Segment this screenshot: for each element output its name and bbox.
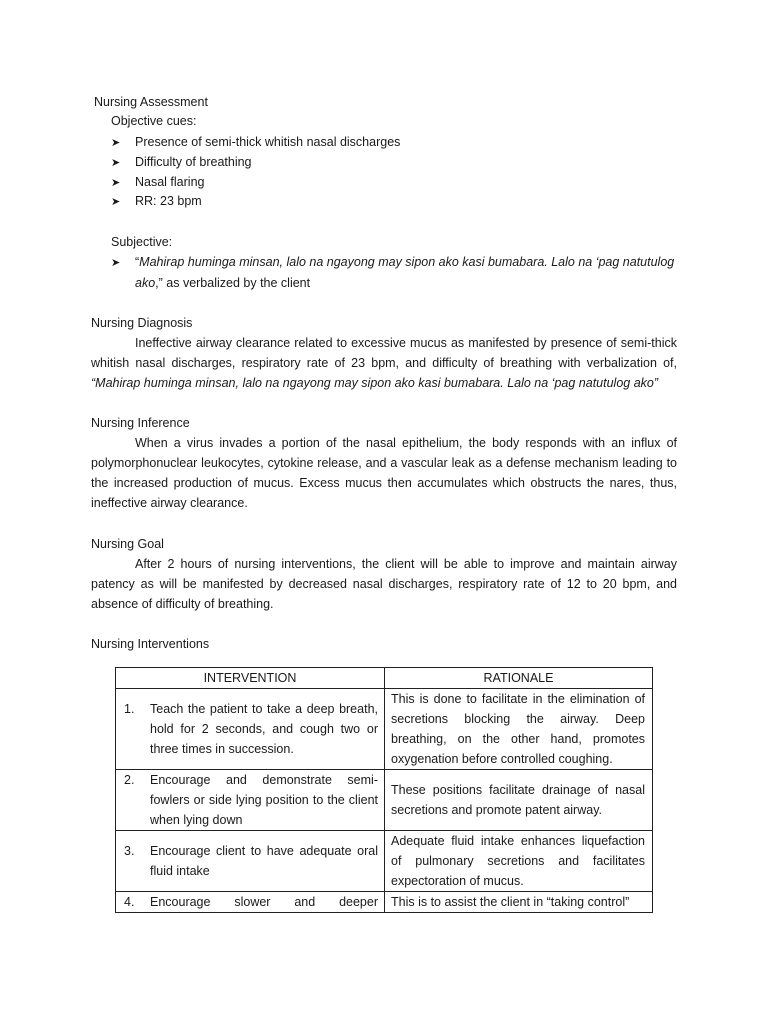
diagnosis-paragraph: Ineffective airway clearance related to excessive mucus as manifested by presence of semi-thick whitish nasal discharges, respiratory rate of 23 bpm, and difficulty of breathing with verbalization of, “Mahirap huminga minsan, lalo na ngayong may sipon ako kasi bumabara. Lalo na ‘pag natutulog ako” bbox=[91, 336, 677, 390]
arrow-bullet-icon: ➤ bbox=[111, 177, 121, 189]
rationale-text: Adequate fluid intake enhances liquefaction of pulmonary secretions and facilitates expectoration of mucus. bbox=[391, 834, 645, 888]
table-row bbox=[116, 892, 653, 913]
table-header-row bbox=[116, 668, 653, 689]
table-row bbox=[116, 689, 653, 770]
intervention-text: Encourage client to have adequate oral fluid intake bbox=[150, 844, 378, 878]
intervention-cell bbox=[116, 892, 385, 913]
rationale-column-header: RATIONALE bbox=[385, 668, 653, 689]
rationale-text: These positions facilitate drainage of nasal secretions and promote patent airway. bbox=[391, 783, 645, 817]
assessment-heading: Nursing Assessment bbox=[94, 95, 208, 109]
arrow-bullet-icon: ➤ bbox=[111, 137, 121, 149]
subjective-item-continued: ako,” as verbalized by the client bbox=[135, 276, 311, 290]
goal-heading: Nursing Goal bbox=[91, 537, 164, 551]
intervention-column-header: INTERVENTION bbox=[116, 668, 385, 689]
rationale-cell bbox=[385, 892, 653, 913]
inference-heading: Nursing Inference bbox=[91, 416, 190, 430]
row-number: 2. bbox=[124, 773, 135, 787]
objective-item: ➤ Difficulty of breathing bbox=[111, 152, 252, 173]
row-number: 3. bbox=[124, 844, 135, 858]
rationale-text: This is to assist the client in “taking control” bbox=[391, 895, 630, 909]
objective-item: ➤ Presence of semi-thick whitish nasal discharges bbox=[111, 132, 400, 153]
rationale-cell bbox=[385, 770, 653, 831]
arrow-bullet-icon: ➤ bbox=[111, 196, 121, 208]
table-row bbox=[116, 831, 653, 892]
intervention-text: Encourage slower and deeper bbox=[150, 895, 378, 909]
goal-paragraph: After 2 hours of nursing interventions, the client will be able to improve and maintain airway patency as will be manifested by decreased nasal discharges, respiratory rate of 12 to 20 bpm, and absence of difficulty of breathing. bbox=[91, 557, 677, 611]
table-row bbox=[116, 770, 653, 831]
objective-item: ➤ Nasal flaring bbox=[111, 172, 204, 193]
row-number: 1. bbox=[124, 702, 135, 716]
objective-cues-heading: Objective cues: bbox=[111, 114, 197, 128]
rationale-cell bbox=[385, 689, 653, 770]
subjective-item: ➤ “Mahirap huminga minsan, lalo na ngayong may sipon ako kasi bumabara. Lalo na ‘pag natutulog bbox=[111, 252, 674, 273]
rationale-text: This is done to facilitate in the elimination of secretions blocking the airway. Deep breathing, on the other hand, promotes oxygenation before controlled coughing. bbox=[391, 692, 645, 766]
intervention-text: Teach the patient to take a deep breath, hold for 2 seconds, and cough two or three times in succession. bbox=[150, 702, 378, 756]
intervention-text: Encourage and demonstrate semi-fowlers or side lying position to the client when lying down bbox=[150, 773, 378, 827]
rationale-cell bbox=[385, 831, 653, 892]
arrow-bullet-icon: ➤ bbox=[111, 157, 121, 169]
inference-paragraph: When a virus invades a portion of the nasal epithelium, the body responds with an influx of polymorphonuclear leukocytes, cytokine release, and a vascular leak as a defense mechanism leading to the increased production of mucus. Excess mucus then accumulates which obstructs the nares, thus, ineffective airway clearance. bbox=[91, 436, 677, 510]
intervention-cell bbox=[116, 689, 385, 770]
interventions-table bbox=[115, 667, 653, 913]
intervention-cell bbox=[116, 770, 385, 831]
row-number: 4. bbox=[124, 895, 135, 909]
objective-item: ➤ RR: 23 bpm bbox=[111, 191, 202, 212]
arrow-bullet-icon: ➤ bbox=[111, 257, 121, 269]
diagnosis-heading: Nursing Diagnosis bbox=[91, 316, 193, 330]
interventions-heading: Nursing Interventions bbox=[91, 637, 210, 651]
intervention-cell bbox=[116, 831, 385, 892]
subjective-heading: Subjective: bbox=[111, 235, 173, 249]
